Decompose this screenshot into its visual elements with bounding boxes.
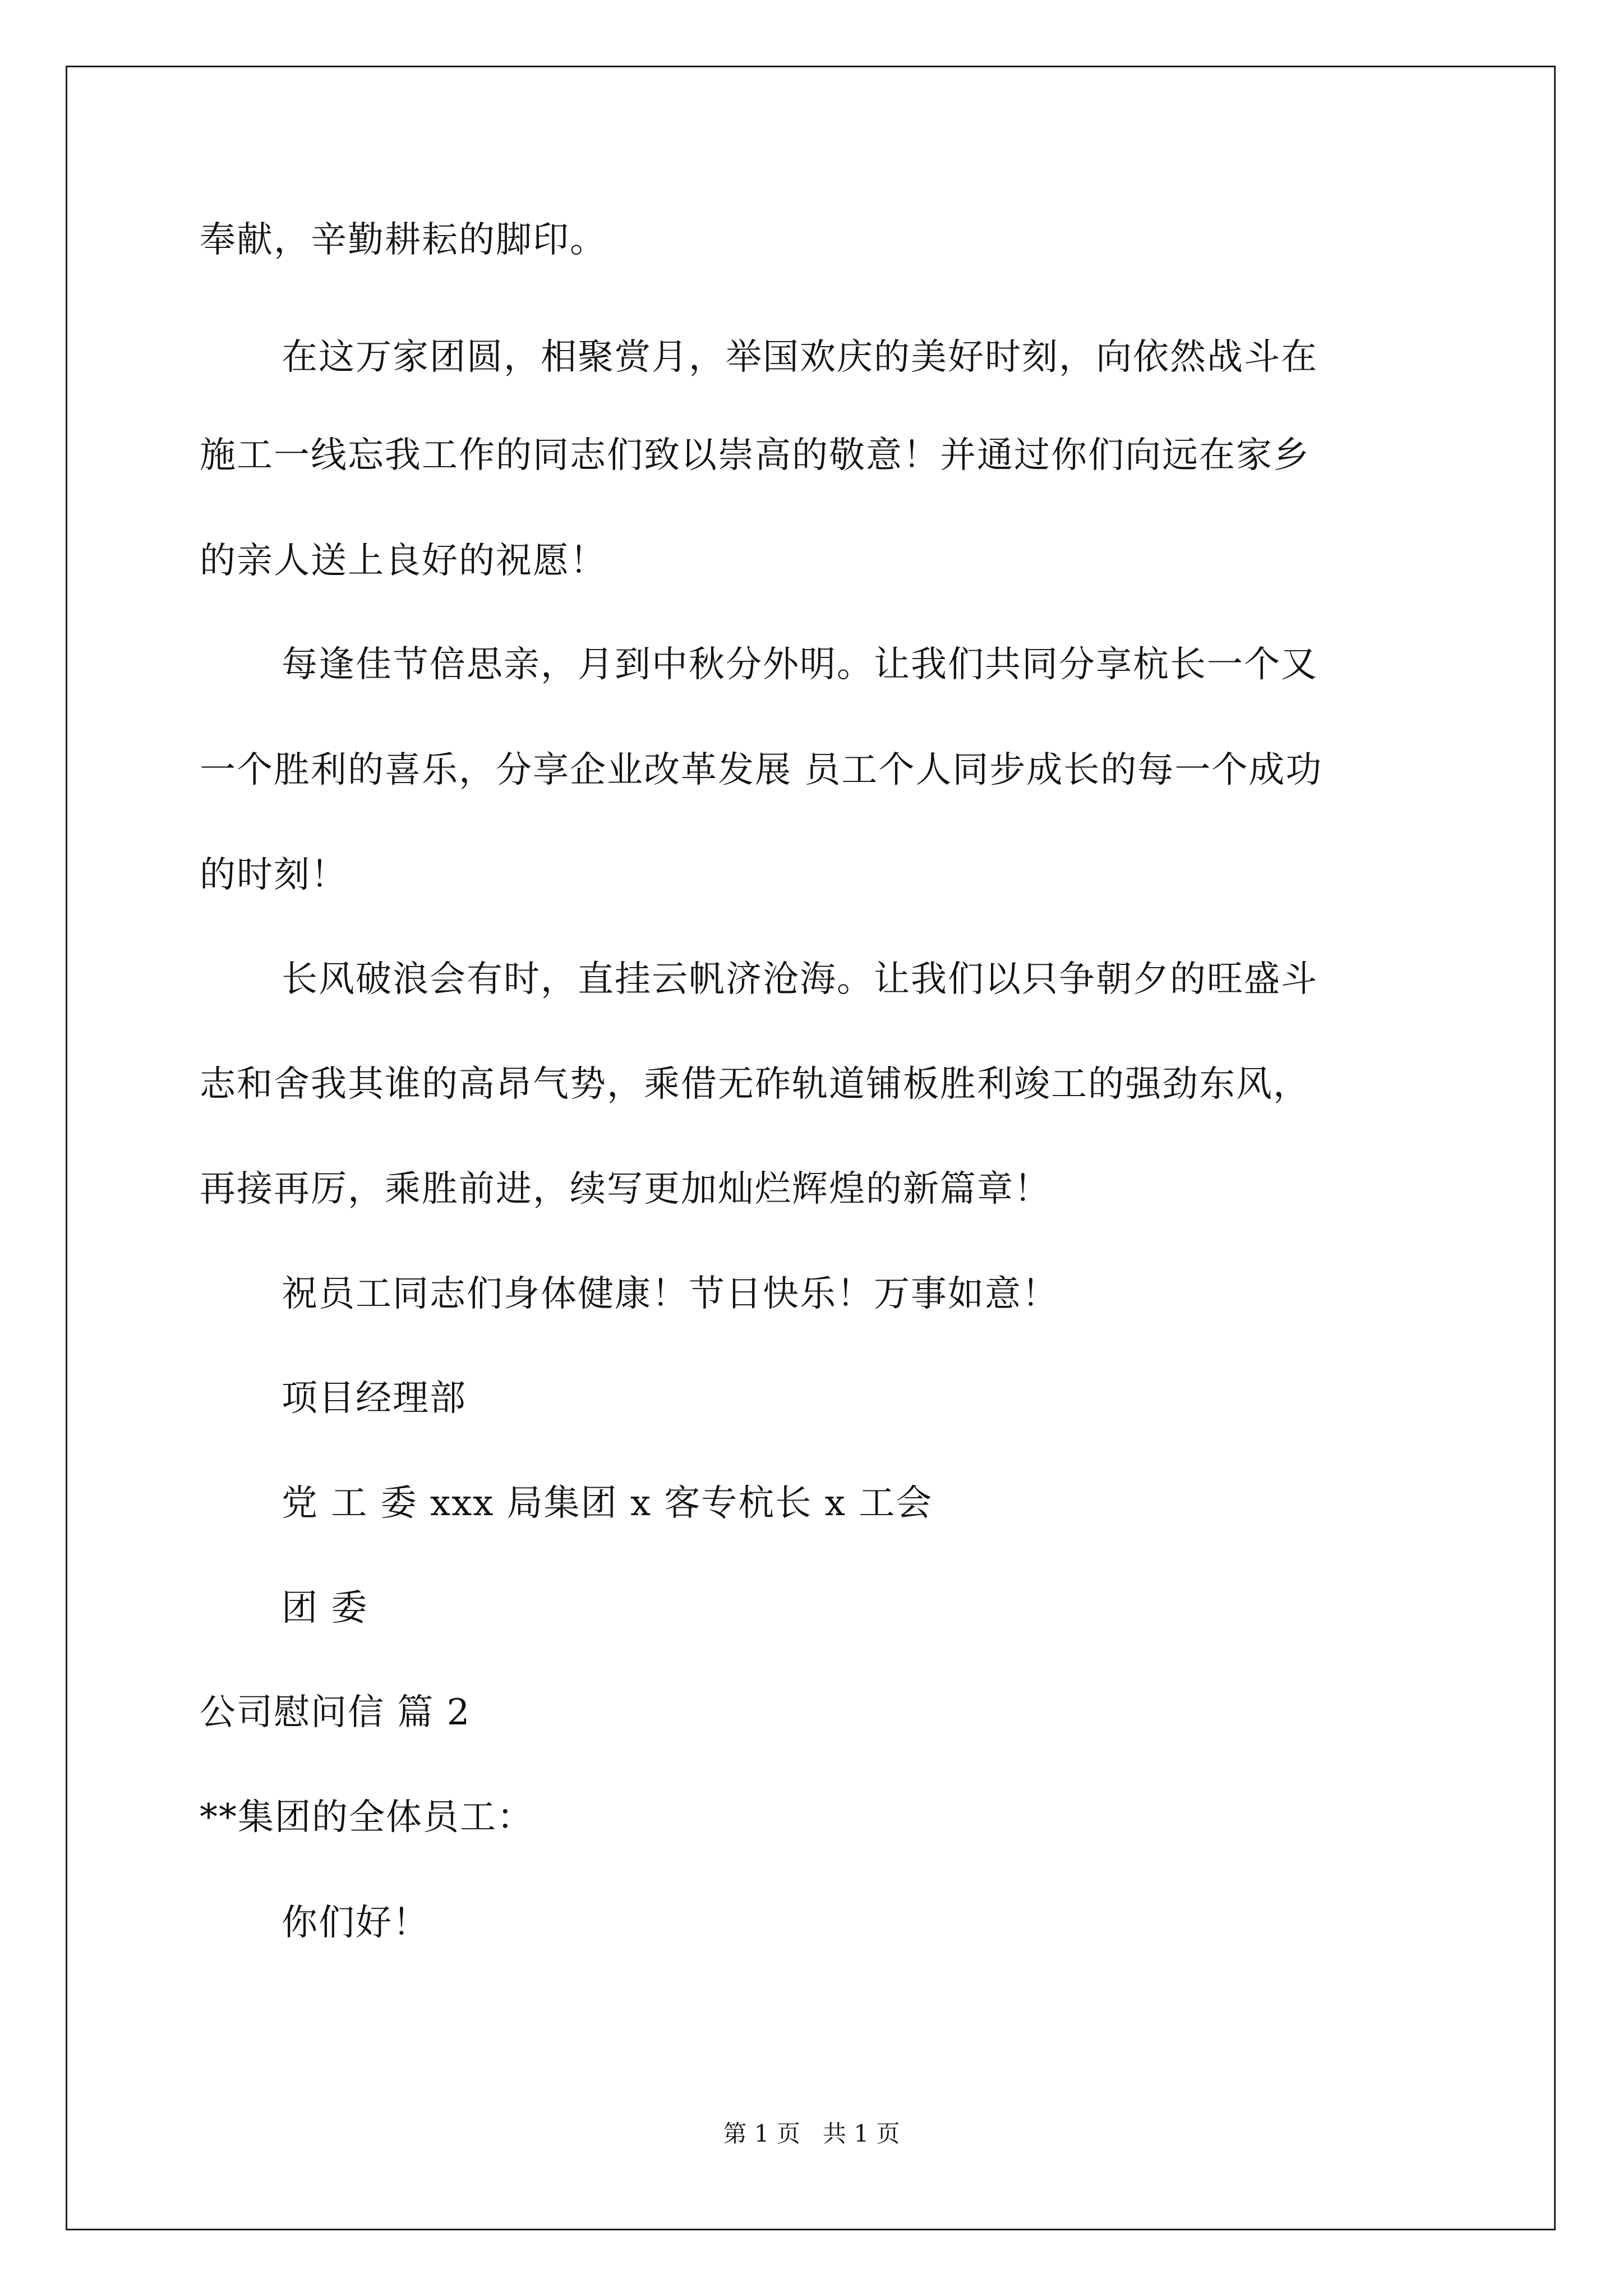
closing-wishes: 祝员工同志们身体健康！节日快乐！万事如意！: [282, 1273, 1059, 1315]
salutation: **集团的全体员工：: [200, 1797, 534, 1838]
paragraph-line: 的时刻！: [200, 854, 348, 896]
signature-dept: 项目经理部: [282, 1378, 467, 1419]
section-title: 公司慰问信 篇 2: [200, 1692, 471, 1733]
paragraph-line: 再接再厉，乘胜前进，续写更加灿烂辉煌的新篇章！: [200, 1168, 1051, 1210]
paragraph-line: 每逢佳节倍思亲，月到中秋分外明。让我们共同分享杭长一个又: [282, 644, 1318, 685]
paragraph-line: 长风破浪会有时，直挂云帆济沧海。让我们以只争朝夕的旺盛斗: [282, 959, 1318, 1000]
paragraph-line: 施工一线忘我工作的同志们致以崇高的敬意！并通过你们向远在家乡: [200, 435, 1310, 476]
paragraph-line: 志和舍我其谁的高昂气势，乘借无砟轨道铺板胜利竣工的强劲东风，: [200, 1064, 1310, 1105]
paragraph-line: 在这万家团圆，相聚赏月，举国欢庆的美好时刻，向依然战斗在: [282, 337, 1318, 378]
paragraph-continuation: 奉献，辛勤耕耘的脚印。: [200, 219, 607, 261]
paragraph-line: 一个胜利的喜乐，分享企业改革发展 员工个人同步成长的每一个成功: [200, 749, 1323, 791]
paragraph-line: 的亲人送上良好的祝愿！: [200, 540, 607, 582]
page-number-footer: 第 1 页 共 1 页: [723, 2120, 900, 2147]
signature-org: 党 工 委 xxx 局集团 x 客专杭长 x 工会: [282, 1483, 933, 1524]
greeting: 你们好！: [282, 1902, 430, 1944]
signature-youth: 团 委: [282, 1588, 368, 1629]
